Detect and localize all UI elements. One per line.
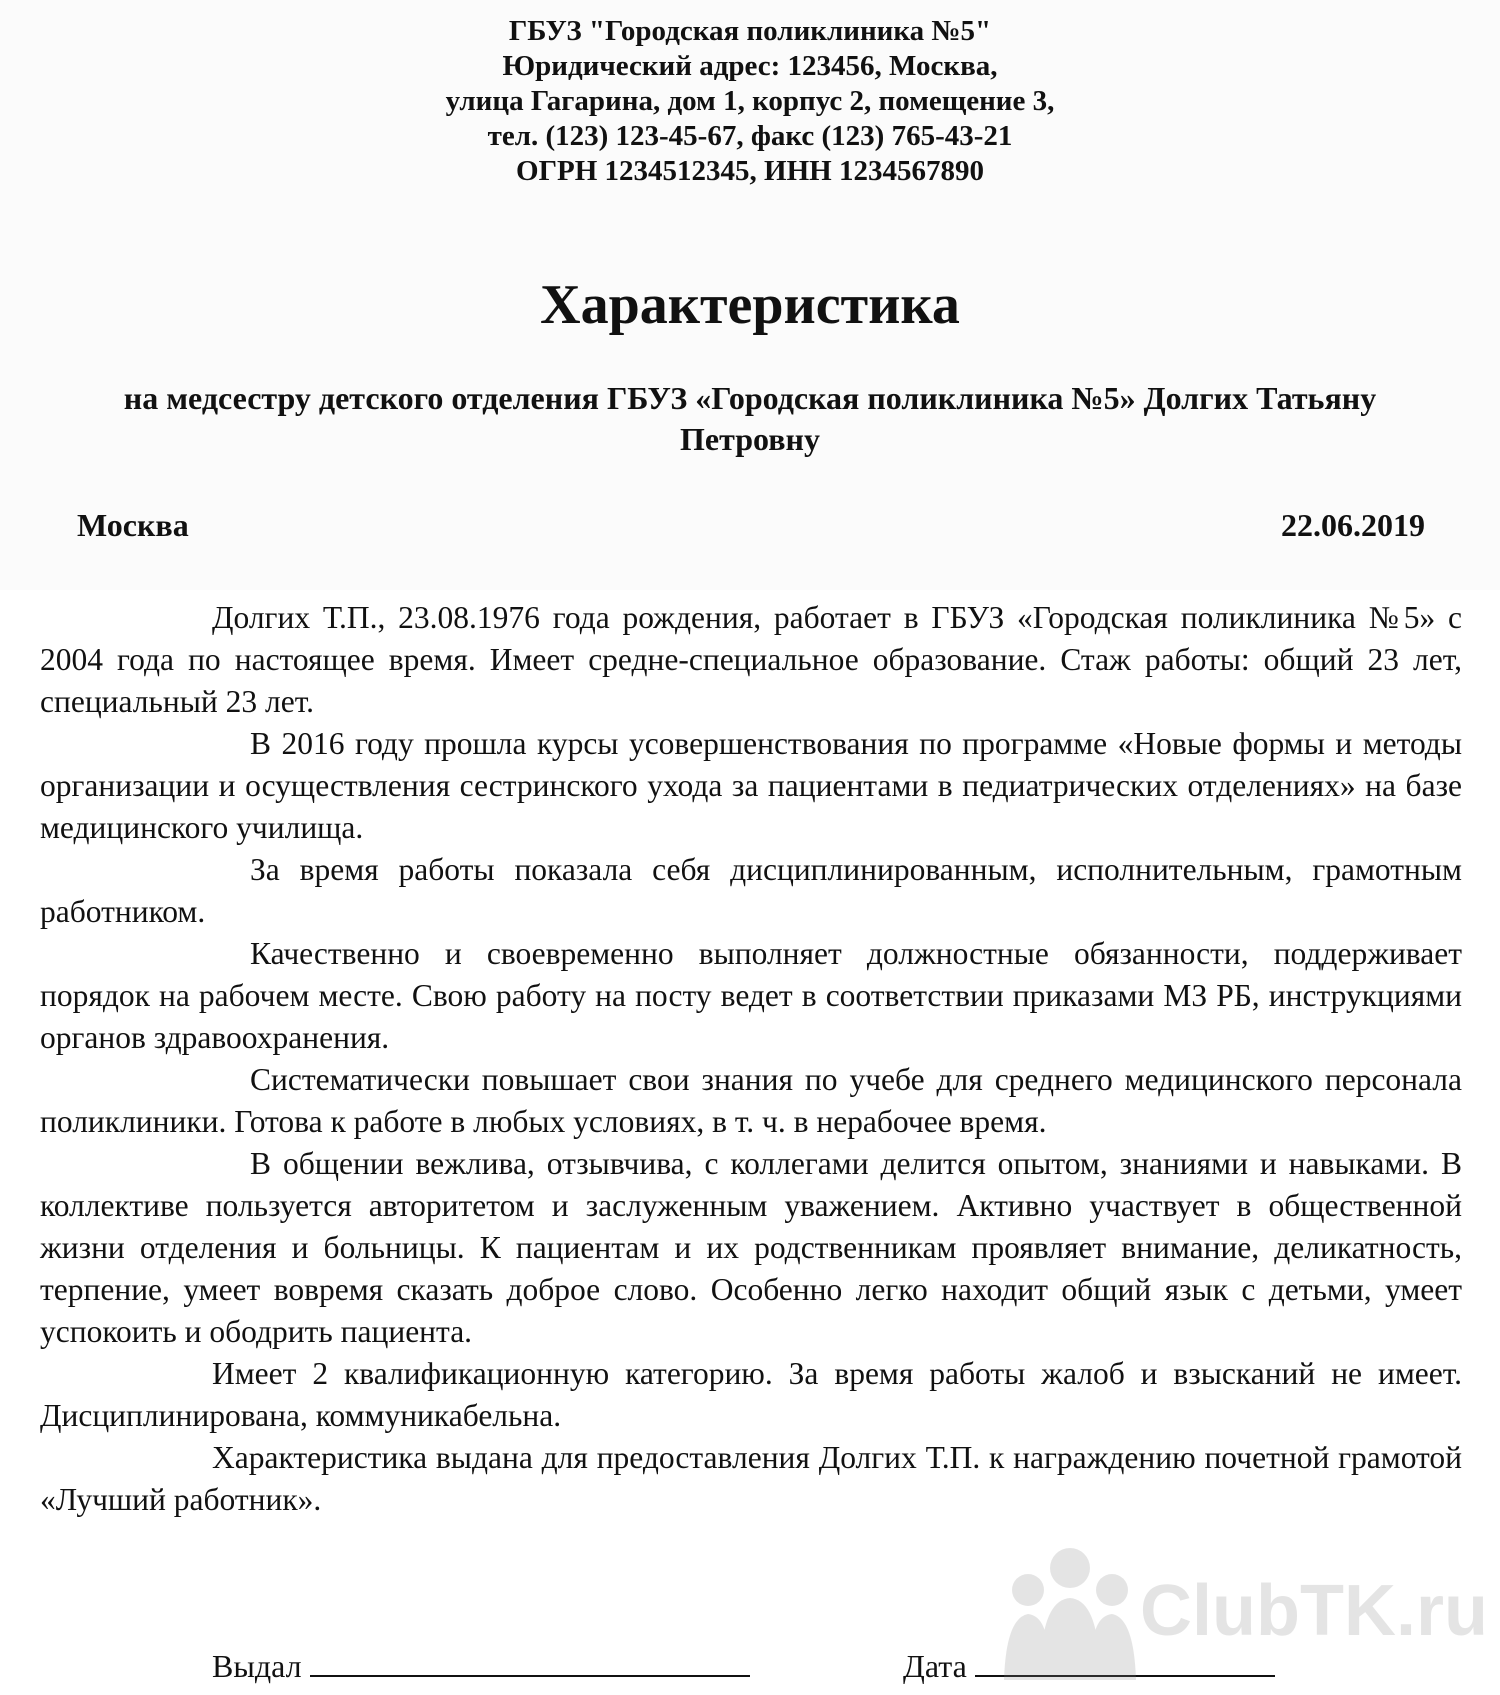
paragraph-purpose: Характеристика выдана для предоставления Долгих Т.П. к награждению почетной грамотой «Лучший работник».	[40, 1440, 1462, 1517]
issued-by-label: Выдал	[212, 1648, 302, 1684]
watermark	[1000, 1530, 1500, 1695]
people-group-icon	[1000, 1540, 1140, 1690]
issued-by-signature	[212, 1645, 750, 1686]
document-date: 22.06.2019	[1281, 507, 1425, 543]
org-registration-ids: ОГРН 1234512345, ИНН 1234567890	[516, 155, 984, 187]
paragraph-qualification: Имеет 2 квалификационную категорию. За время работы жалоб и взысканий не имеет. Дисциплинирована, коммуникабельна.	[40, 1356, 1462, 1433]
org-legal-address: Юридический адрес: 123456, Москва,	[502, 50, 998, 82]
date-label: Дата	[903, 1648, 967, 1684]
document-subtitle: на медсестру детского отделения ГБУЗ «Городская поликлиника №5» Долгих Татьяну Петровну	[123, 380, 1377, 457]
paragraph-self-education: Систематически повышает свои знания по учебе для среднего медицинского персонала поликлиники. Готова к работе в любых условиях, в т. ч. в нерабочее время.	[40, 1062, 1462, 1139]
document-place: Москва	[77, 507, 189, 543]
paragraph-biography: Долгих Т.П., 23.08.1976 года рождения, работает в ГБУЗ «Городская поликлиника №5» с 2004 года по настоящее время. Имеет средне-специальное образование. Стаж работы: общий 23 лет, специальный 23 лет.	[40, 600, 1462, 719]
paragraph-training: В 2016 году прошла курсы усовершенствования по программе «Новые формы и методы организации и осуществления сестринского ухода за пациентами в педиатрических отделениях» на базе медицинского училища.	[40, 726, 1462, 845]
org-street-address: улица Гагарина, дом 1, корпус 2, помещение 3,	[445, 85, 1055, 117]
org-name: ГБУЗ "Городская поликлиника №5"	[508, 15, 992, 47]
document-title: Характеристика	[540, 274, 960, 336]
issued-by-line	[310, 1645, 750, 1677]
organization-header	[0, 14, 1500, 189]
watermark-text: ClubTK.ru	[1140, 1571, 1488, 1651]
paragraph-duties: Качественно и своевременно выполняет должностные обязанности, поддерживает порядок на рабочем месте. Свою работу на посту ведет в соответствии приказами МЗ РБ, инструкциями органов здравоохранения.	[40, 936, 1462, 1055]
org-phone-fax: тел. (123) 123-45-67, факс (123) 765-43-21	[487, 120, 1013, 152]
document-body	[40, 597, 1462, 1521]
paragraph-work-attitude: За время работы показала себя дисциплинированным, исполнительным, грамотным работником.	[40, 852, 1462, 929]
paragraph-communication: В общении вежлива, отзывчива, с коллегами делится опытом, знаниями и навыками. В коллективе пользуется авторитетом и заслуженным уважением. Активно участвует в общественной жизни отделения и больницы. К пациентам и их родственникам проявляет внимание, деликатность, терпение, умеет вовремя сказать доброе слово. Особенно легко находит общий язык с детьми, умеет успокоить и ободрить пациента.	[40, 1146, 1462, 1349]
